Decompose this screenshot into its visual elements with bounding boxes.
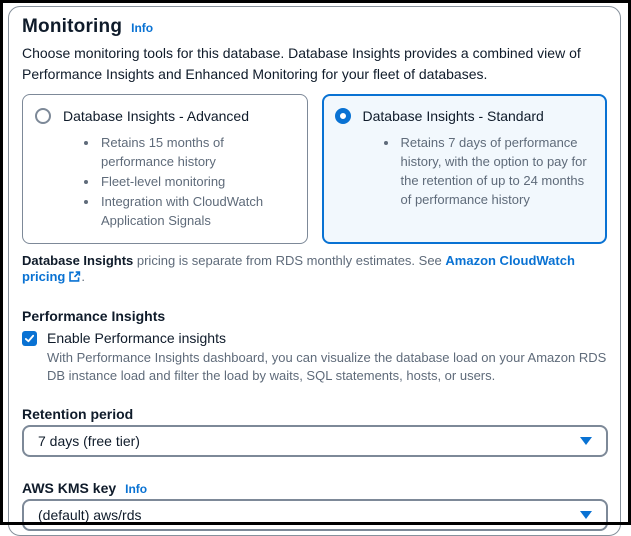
section-header (22, 16, 607, 38)
performance-insights-description: With Performance Insights dashboard, you can visualize the database load on your Amazon RDS DB instance load and filter the load by waits, SQL statements, hosts, or users. (47, 350, 607, 383)
card-advanced-bullet-list (35, 133, 295, 230)
list-item: • Retains 7 days of performance history, with the option to pay for the retention of up to 24 months of performance history (399, 133, 595, 209)
page-title: Monitoring (22, 16, 123, 37)
chevron-down-icon (580, 511, 592, 519)
retention-period-select[interactable] (22, 425, 608, 457)
chevron-down-icon (580, 437, 592, 445)
card-standard-bullet-list (335, 133, 595, 209)
list-item: • Integration with CloudWatch Application Signals (99, 192, 295, 230)
pricing-note-text: pricing is separate from RDS monthly estimates. See (133, 253, 446, 268)
checkbox-checked-icon[interactable] (22, 331, 37, 346)
cloudwatch-pricing-link[interactable]: Amazon CloudWatch pricing (22, 253, 575, 284)
kms-info-link[interactable]: Info (125, 482, 148, 496)
kms-key-label: AWS KMS key (22, 480, 117, 496)
retention-period-value: 7 days (free tier) (38, 433, 140, 449)
card-advanced-header (35, 108, 295, 124)
enable-performance-insights-label: Enable Performance insights (47, 330, 226, 346)
list-item: • Retains 15 months of performance history (99, 133, 295, 171)
section-description: Choose monitoring tools for this database. Database Insights provides a combined view of Performance Insights and Enhanced Monitoring for your fleet of databases. (22, 45, 581, 82)
radio-standard-checked-icon[interactable] (335, 108, 351, 124)
kms-key-value: (default) aws/rds (38, 507, 142, 523)
monitoring-info-link[interactable]: Info (131, 21, 154, 35)
card-advanced-label: Database Insights - Advanced (63, 108, 250, 124)
retention-period-label: Retention period (22, 406, 134, 422)
enable-performance-insights-row[interactable] (22, 329, 607, 347)
kms-label-row (22, 479, 607, 497)
list-item: • Fleet-level monitoring (99, 172, 295, 191)
card-database-insights-advanced[interactable] (22, 94, 308, 244)
monitoring-section-panel (8, 6, 621, 536)
kms-key-select[interactable] (22, 499, 608, 531)
pricing-note-suffix: . (81, 269, 85, 284)
pricing-note-bold: Database Insights (22, 253, 134, 268)
radio-advanced-unchecked-icon[interactable] (35, 108, 51, 124)
database-insights-options (22, 94, 607, 244)
external-link-icon (68, 270, 81, 287)
pricing-note (22, 253, 607, 287)
performance-insights-heading: Performance Insights (22, 308, 166, 324)
card-standard-label: Database Insights - Standard (362, 108, 544, 124)
card-database-insights-standard[interactable] (322, 94, 608, 244)
card-standard-header (335, 108, 595, 124)
